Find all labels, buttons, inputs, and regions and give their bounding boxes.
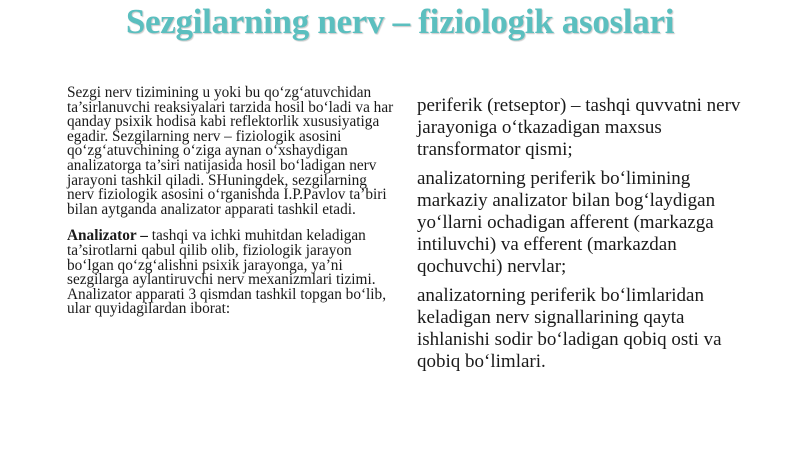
analyzer-definition-text: tashqi va ichki muhitdan keladigan ta’sirotlarni qabul qilib olib, fiziologik jarayon bo‘lgan qo‘zg‘alishni psixik jarayonga, ya’ni sezgilarga aylantiruvchi nerv mexanizmlari tizimi. Analizator apparati 3 qismdan tashkil topgan bo‘lib, ular quyidagilardan iborat:	[67, 227, 387, 318]
analyzer-definition-paragraph	[67, 229, 397, 317]
component-item-2: analizatorning periferik bo‘limining markaziy analizator bilan bog‘laydigan yo‘llarni ochadigan afferent (markazga intiluvchi) va efferent (markazdan qochuvchi) nervlar;	[417, 168, 716, 277]
slide-title: Sezgilarning nerv – fiziologik asoslari	[125, 2, 675, 41]
right-text-column	[417, 95, 762, 381]
analyzer-term: Analizator –	[67, 227, 148, 245]
intro-paragraph: Sezgi nerv tizimining u yoki bu qo‘zg‘atuvchidan ta’sirlanuvchi reaksiyalari tarzida hosil bo‘ladi va har qanday psixik hodisa kabi reflektorlik xususiyatiga egadir. Sezgilarning nerv – fiziologik asosini qo‘zg‘atuvchining o‘ziga aynan o‘xshaydigan analizatorga ta’siri natijasida hosil bo‘ladigan nerv jarayoni tashkil qiladi. SHuningdek, sezgilarning nerv fiziologik asosini o‘rganishda I.P.Pavlov ta’biri bilan aytganda analizator apparati tashkil etadi.	[67, 84, 394, 218]
component-item-1: periferik (retseptor) – tashqi quvvatni nerv jarayoniga o‘tkazadigan maxsus transformator qismi;	[417, 95, 741, 160]
component-item-3: analizatorning periferik bo‘limlaridan keladigan nerv signallarining qayta ishlanishi sodir bo‘ladigan qobiq osti va qobiq bo‘limlari.	[417, 285, 722, 372]
left-text-column	[67, 86, 397, 329]
